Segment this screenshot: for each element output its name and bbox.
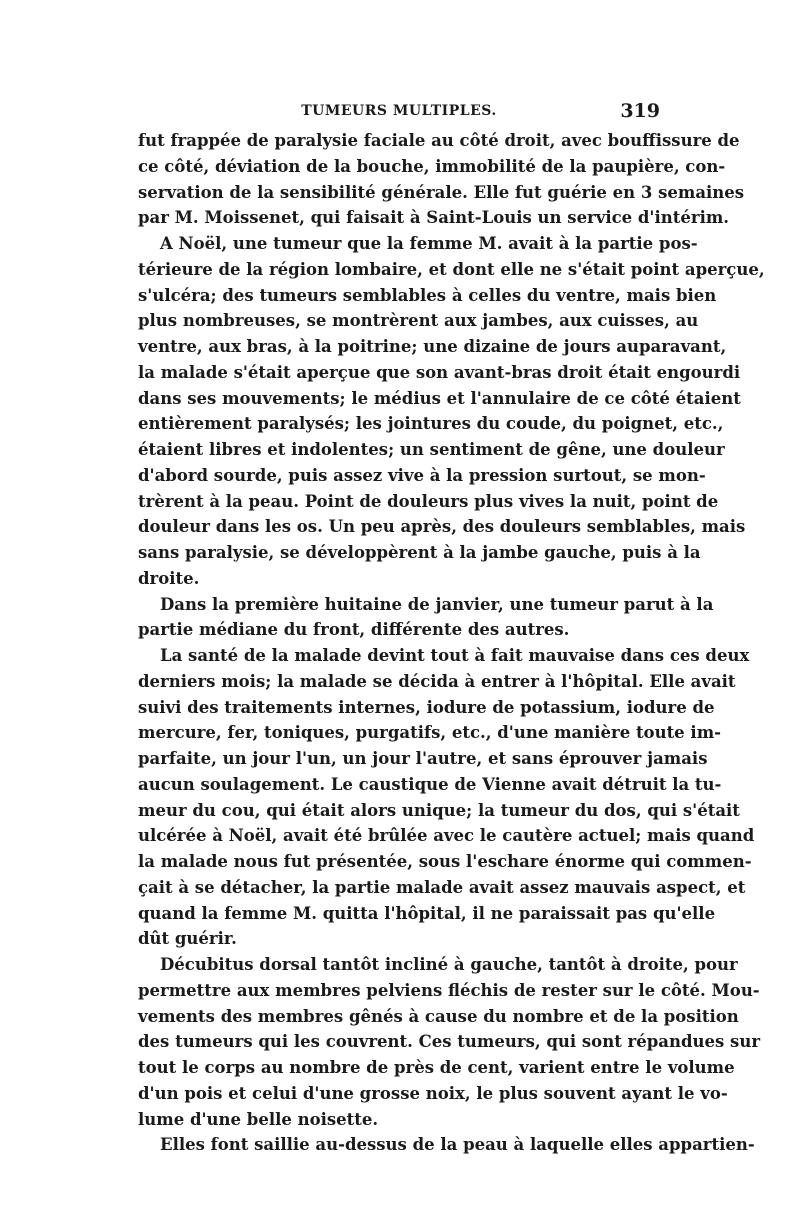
text-line: trèrent à la peau. Point de douleurs plus vives la nuit, point de [138,491,719,511]
text-line: entièrement paralysés; les jointures du coude, du poignet, etc., [138,414,724,434]
body-text [138,128,765,1158]
text-line: étaient libres et indolentes; un sentiment de gêne, une douleur [138,440,725,459]
text-line: aucun soulagement. Le caustique de Vienne avait détruit la tu- [138,774,722,794]
text-line: Décubitus dorsal tantôt incliné à gauche, tantôt à droite, pour [160,955,738,974]
book-page [138,100,765,1158]
text-line: permettre aux membres pelviens fléchis de rester sur le côté. Mou- [138,980,760,1000]
text-line: quand la femme M. quitta l'hôpital, il ne paraissait pas qu'elle [138,903,716,923]
text-line: servation de la sensibilité générale. Elle fut guérie en 3 semaines [138,182,745,202]
text-line: la malade s'était aperçue que son avant-bras droit était engourdi [138,362,741,382]
text-line: d'un pois et celui d'une grosse noix, le plus souvent ayant le vo- [138,1083,728,1103]
text-line: Elles font saillie au-dessus de la peau à laquelle elles appartien- [160,1135,755,1155]
text-line: La santé de la malade devint tout à fait mauvaise dans ces deux [160,646,750,665]
text-line: la malade nous fut présentée, sous l'eschare énorme qui commen- [138,852,752,871]
text-line: droite. [138,568,200,588]
text-line: des tumeurs qui les couvrent. Ces tumeurs, qui sont répandues sur [138,1032,761,1052]
text-line: fut frappée de paralysie faciale au côté droit, avec bouffissure de [138,131,740,150]
text-line: lume d'une belle noisette. [138,1109,379,1129]
text-line: meur du cou, qui était alors unique; la tumeur du dos, qui s'était [138,800,740,820]
text-line: tout le corps au nombre de près de cent, varient entre le volume [138,1058,735,1077]
text-line: ulcérée à Noël, avait été brûlée avec le cautère actuel; mais quand [138,826,755,846]
text-line: vements des membres gênés à cause du nombre et de la position [138,1006,739,1026]
text-line: suivi des traitements internes, iodure de potassium, iodure de [138,697,715,717]
text-line: dans ses mouvements; le médius et l'annulaire de ce côté étaient [138,388,741,408]
text-line: ce côté, déviation de la bouche, immobilité de la paupière, con- [138,156,726,176]
text-line: çait à se détacher, la partie malade avait assez mauvais aspect, et [138,877,746,897]
text-line: parfaite, un jour l'un, un jour l'autre, et sans éprouver jamais [138,749,708,768]
text-line: Dans la première huitaine de janvier, une tumeur parut à la [160,594,714,614]
page-number: 319 [620,100,660,122]
text-line: s'ulcéra; des tumeurs semblables à celles du ventre, mais bien [138,285,717,305]
text-line: sans paralysie, se développèrent à la jambe gauche, puis à la [138,543,701,562]
text-line: mercure, fer, toniques, purgatifs, etc., d'une manière toute im- [138,723,722,743]
text-line: d'abord sourde, puis assez vive à la pression surtout, se mon- [138,465,706,485]
text-line: ventre, aux bras, à la poitrine; une dizaine de jours auparavant, [138,337,727,356]
text-line: douleur dans les os. Un peu après, des douleurs semblables, mais [138,517,746,537]
text-line: partie médiane du front, différente des autres. [138,620,570,640]
text-line: derniers mois; la malade se décida à entrer à l'hôpital. Elle avait [138,671,736,691]
page-header [138,100,660,124]
text-line: par M. Moissenet, qui faisait à Saint-Louis un service d'intérim. [138,208,730,228]
text-line: térieure de la région lombaire, et dont elle ne s'était point aperçue, [138,259,765,279]
text-line: dût guérir. [138,929,237,949]
text-line: A Noël, une tumeur que la femme M. avait à la partie pos- [160,234,698,253]
running-head: TUMEURS MULTIPLES. [301,103,497,119]
text-line: plus nombreuses, se montrèrent aux jambes, aux cuisses, au [138,311,699,331]
